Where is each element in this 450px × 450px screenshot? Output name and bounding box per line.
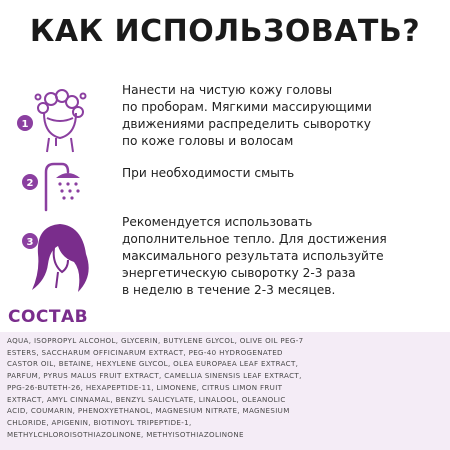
ingredients-line: CASTOR OIL, BETAINE, HEXYLENE GLYCOL, OLEA EUROPAEA LEAF EXTRACT, xyxy=(7,359,299,369)
ingredients-line: CHLORIDE, APIGENIN, BIOTINOYL TRIPEPTIDE-1, xyxy=(7,417,192,427)
composition-ingredients xyxy=(7,335,443,440)
composition-title: СОСТАВ xyxy=(8,307,89,327)
ingredients-line: EXTRACT, AMYL CINNAMAL, BENZYL SALICYLATE, LINALOOL, OLEANOLIC xyxy=(7,394,286,404)
ingredients-line: ESTERS, SACCHARUM OFFICINARUM EXTRACT, PEG-40 HYDROGENATED xyxy=(7,347,283,357)
ingredients-line: METHYLCHLOROISOTHIAZOLINONE, METHYISOTHIAZOLINONE xyxy=(7,429,244,439)
step-1-text xyxy=(122,82,442,150)
step-2-text xyxy=(122,165,442,182)
step-line: по коже головы и волосам xyxy=(122,134,294,148)
page-title: КАК ИСПОЛЬЗОВАТЬ? xyxy=(29,14,421,49)
step-3-text xyxy=(122,214,442,299)
step-line: При необходимости смыть xyxy=(122,166,295,180)
step-number: 1 xyxy=(21,119,29,130)
step-line: дополнительное тепло. Для достижения xyxy=(122,232,387,246)
head-with-foam-icon xyxy=(8,88,108,160)
ingredients-line: PPG-26-BUTETH-26, HEXAPEPTIDE-11, LIMONENE, CITRUS LIMON FRUIT xyxy=(7,382,283,392)
step-number: 2 xyxy=(26,178,34,189)
step-line: по проборам. Мягкими массирующими xyxy=(122,100,372,114)
shower-icon xyxy=(8,160,108,220)
step-line: в неделю в течение 2-3 месяцев. xyxy=(122,283,336,297)
step-number: 3 xyxy=(26,237,34,248)
ingredients-line: PARFUM, PYRUS MALUS FRUIT EXTRACT, CAMELLIA SINENSIS LEAF EXTRACT, xyxy=(7,371,302,381)
ingredients-line: ACID, COUMARIN, PHENOXYETHANOL, MAGNESIUM NITRATE, MAGNESIUM xyxy=(7,406,290,416)
step-line: Нанести на чистую кожу головы xyxy=(122,83,333,97)
step-line: движениями распределить сыворотку xyxy=(122,117,371,131)
woman-hair-icon xyxy=(8,220,108,302)
step-line: энергетическую сыворотку 2-3 раза xyxy=(122,266,356,280)
step-line: Рекомендуется использовать xyxy=(122,215,313,229)
ingredients-line: AQUA, ISOPROPYL ALCOHOL, GLYCERIN, BUTYLENE GLYCOL, OLIVE OIL PEG-7 xyxy=(7,336,304,345)
step-line: максимального результата используйте xyxy=(122,249,384,263)
